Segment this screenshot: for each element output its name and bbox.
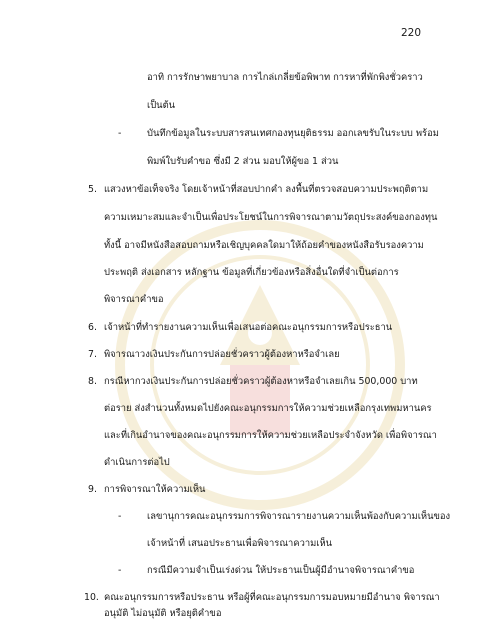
text-line: พิมพ์ใบรับคำขอ ซึ่งมี 2 ส่วน มอบให้ผู้ขอ 1 ส่วน	[147, 156, 339, 167]
text-line: ทั้งนี้ อาจมีหนังสือสอบถามหรือเชิญบุคคลใดมาให้ถ้อยคำของหนังสือรับรองความ	[104, 240, 424, 251]
text-line: เจ้าหน้าที่ทำรายงานความเห็นเพื่อเสนอต่อคณะอนุกรรมการหรือประธาน	[104, 322, 393, 333]
text-line: เจ้าหน้าที่ เสนอประธานเพื่อพิจารณาความเห็น	[147, 538, 333, 549]
item-number: 5.	[88, 184, 97, 195]
item-number: 7.	[88, 349, 97, 360]
text-line: เป็นต้น	[147, 100, 176, 111]
text-line: แสวงหาข้อเท็จจริง โดยเจ้าหน้าที่สอบปากคำ ลงพื้นที่ตรวจสอบความประพฤติตาม	[104, 184, 429, 195]
text-line: กรณีมีความจำเป็นเร่งด่วน ให้ประธานเป็นผู้มีอำนาจพิจารณาคำขอ	[147, 565, 415, 576]
text-line: การพิจารณาให้ความเห็น	[104, 484, 206, 495]
text-line: ความเหมาะสมและจำเป็นเพื่อประโยชน์ในการพิจารณาตามวัตถุประสงค์ของกองทุน	[104, 212, 438, 223]
item-number: 6.	[88, 322, 97, 333]
item-number: 9.	[88, 484, 97, 495]
bullet-marker: -	[118, 511, 122, 522]
text-line: คณะอนุกรรมการหรือประธาน หรือผู้ที่คณะอนุกรรมการมอบหมายมีอำนาจ พิจารณา	[104, 592, 440, 603]
text-line: พิจารณาคำขอ	[104, 294, 164, 305]
text-line: เลขานุการคณะอนุกรรมการพิจารณารายงานความเห็นพ้องกับความเห็นของ	[147, 511, 451, 522]
text-line: อาทิ การรักษาพยาบาล การไกล่เกลี่ยข้อพิพาท การหาที่พักพิงชั่วคราว	[147, 72, 423, 83]
item-number: 10.	[84, 592, 99, 603]
page-number: 220	[401, 27, 422, 39]
text-line: ต่อราย ส่งสำนวนทั้งหมดไปยังคณะอนุกรรมการให้ความช่วยเหลือกรุงเทพมหานคร	[104, 403, 432, 414]
bullet-marker: -	[118, 565, 122, 576]
text-line: ดำเนินการต่อไป	[104, 457, 170, 468]
crest-watermark-icon	[110, 215, 410, 515]
text-line: บันทึกข้อมูลในระบบสารสนเทศกองทุนยุติธรรม ออกเลขรับในระบบ พร้อม	[147, 128, 439, 139]
text-line: พิจารณาวงเงินประกันการปล่อยชั่วคราวผู้ต้องหาหรือจำเลย	[104, 349, 340, 360]
bullet-marker: -	[118, 128, 122, 139]
text-line: ประพฤติ ส่งเอกสาร หลักฐาน ข้อมูลที่เกี่ยวข้องหรือสิ่งอื่นใดที่จำเป็นต่อการ	[104, 267, 399, 278]
text-line: อนุมัติ ไม่อนุมัติ หรือยุติคำขอ	[104, 608, 222, 619]
text-line: และที่เกินอำนาจของคณะอนุกรรมการให้ความช่วยเหลือประจำจังหวัด เพื่อพิจารณา	[104, 430, 437, 441]
item-number: 8.	[88, 376, 97, 387]
text-line: กรณีหากวงเงินประกันการปล่อยชั่วคราวผู้ต้องหาหรือจำเลยเกิน 500,000 บาท	[104, 376, 418, 387]
